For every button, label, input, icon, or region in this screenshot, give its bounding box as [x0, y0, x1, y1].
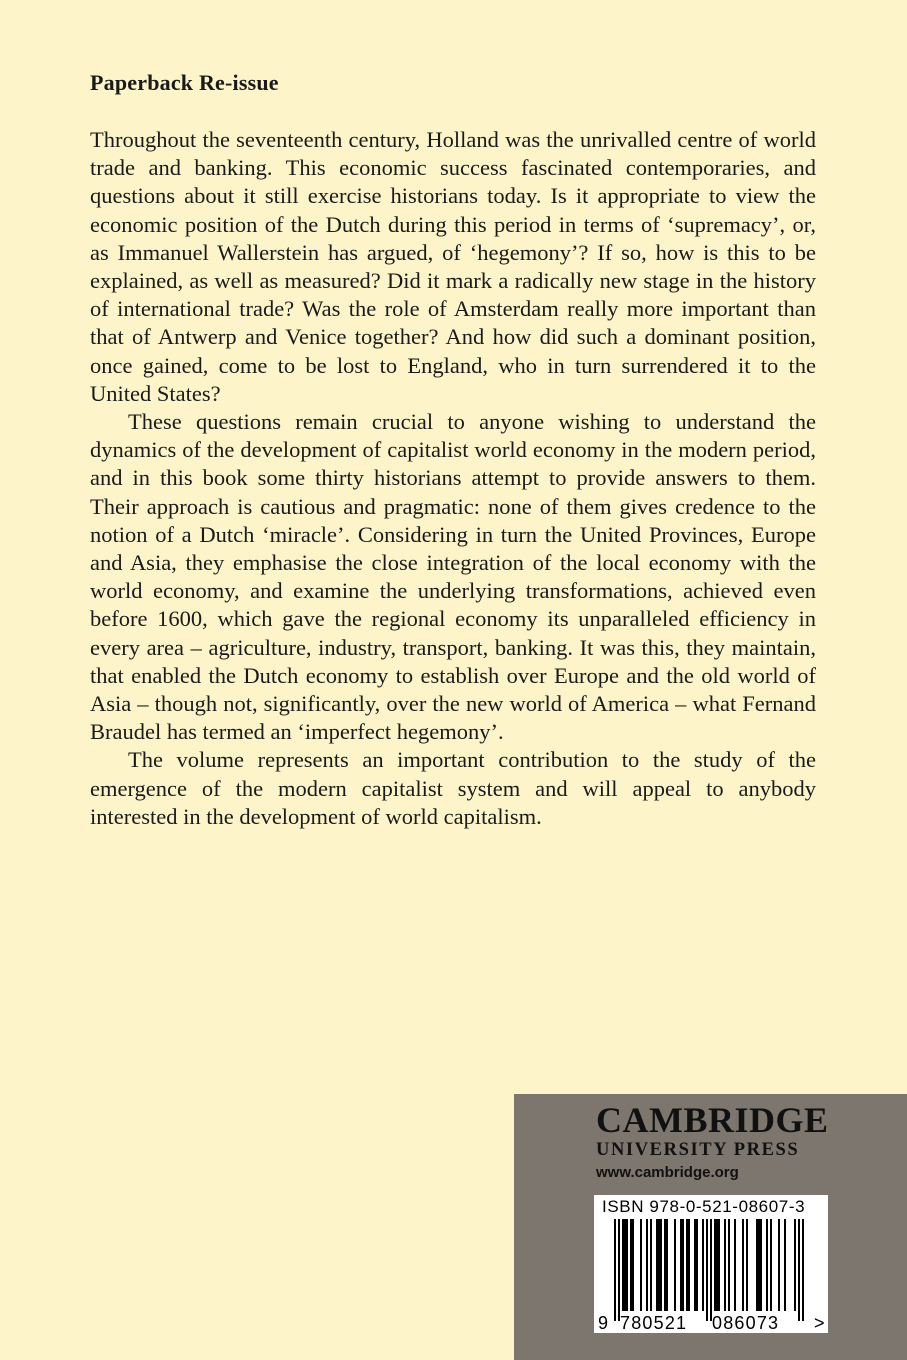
- blurb-paragraph: Throughout the seventeenth century, Holland was the unrivalled centre of world trade and banking. This economic success fascinated contemporaries, and questions about it still exercise historians today. Is it appropriate to view the economic position of the Dutch during this period in terms of ‘supremacy’, or, as Immanuel Wallerstein has argued, of ‘hegemony’? If so, how is this to be explained, as well as measured? Did it mark a radically new stage in the history of international trade? Was the role of Amsterdam really more important than that of Antwerp and Venice together? And how did such a dominant position, once gained, come to be lost to England, who in turn surrendered it to the United States?: [90, 127, 816, 406]
- blurb-paragraph: These questions remain crucial to anyone wishing to understand the dynamics of the development of capitalist world economy in the modern period, and in this book some thirty historians attempt to provide answers to them. Their approach is cautious and pragmatic: none of them gives credence to the notion of a Dutch ‘miracle’. Considering in turn the United Provinces, Europe and Asia, they emphasise the close integration of the local economy with the world economy, and examine the underlying transformations, achieved even before 1600, which gave the regional economy its unparalleled efficiency in every area – agriculture, industry, transport, banking. It was this, they maintain, that enabled the Dutch economy to establish over Europe and the old world of Asia – though not, significantly, over the new world of America – what Fernand Braudel has termed an ‘imperfect hegemony’.: [90, 409, 816, 745]
- isbn-label: ISBN 978-0-521-08607-3: [602, 1197, 806, 1216]
- barcode-guard-bar: [618, 1219, 620, 1321]
- barcode-bar: [696, 1219, 698, 1311]
- barcode-bar: [784, 1219, 786, 1311]
- barcode-right-digits: 086073: [712, 1313, 780, 1333]
- barcode-bar: [622, 1219, 624, 1311]
- barcode-bar: [694, 1219, 696, 1311]
- barcode-bar: [658, 1219, 660, 1311]
- barcode-first-digit: 9: [598, 1313, 610, 1333]
- barcode-bar: [742, 1219, 744, 1311]
- barcode-bar: [680, 1219, 682, 1311]
- publisher-name: CAMBRIDGE: [596, 1100, 829, 1140]
- barcode-bar: [728, 1219, 730, 1311]
- barcode-bar: [664, 1219, 666, 1311]
- blurb-text: [90, 126, 816, 831]
- section-heading: Paperback Re-issue: [90, 70, 279, 95]
- barcode-guard-bar: [614, 1219, 616, 1321]
- barcode-bar: [724, 1219, 726, 1311]
- barcode-bar: [718, 1219, 720, 1311]
- barcode-left-digits: 780521: [620, 1313, 688, 1333]
- barcode-bar: [632, 1219, 634, 1311]
- barcode-bar: [716, 1219, 718, 1311]
- barcode-guard-bar: [706, 1219, 708, 1321]
- publisher-panel: [514, 1094, 907, 1360]
- barcode-guard-bar: [802, 1219, 804, 1321]
- barcode-bar: [688, 1219, 690, 1311]
- publisher-url: www.cambridge.org: [596, 1164, 739, 1181]
- barcode-bar: [778, 1219, 780, 1311]
- barcode-bar: [624, 1219, 626, 1311]
- barcode-bar: [760, 1219, 762, 1311]
- barcode-bar: [630, 1219, 632, 1311]
- barcode-bar: [794, 1219, 796, 1311]
- barcode-bar: [674, 1219, 676, 1311]
- barcode-bar: [650, 1219, 652, 1311]
- barcode-bar: [714, 1219, 716, 1311]
- publisher-subtitle: UNIVERSITY PRESS: [596, 1140, 800, 1160]
- barcode-guard-bar: [710, 1219, 712, 1321]
- barcode-bar: [660, 1219, 662, 1311]
- barcode-bar: [758, 1219, 760, 1311]
- barcode-bar: [734, 1219, 736, 1311]
- barcode-bar: [656, 1219, 658, 1311]
- barcode: [594, 1195, 828, 1333]
- barcode-bar: [640, 1219, 642, 1311]
- barcode-guard-bar: [798, 1219, 800, 1321]
- blurb-paragraph: The volume represents an important contribution to the study of the emergence of the modern capitalist system and will appeal to anybody interested in the development of world capitalism.: [90, 747, 816, 829]
- barcode-bar: [646, 1219, 648, 1311]
- barcode-bar: [756, 1219, 758, 1311]
- barcode-bar: [746, 1219, 748, 1311]
- barcode-bar: [666, 1219, 668, 1311]
- barcode-bar: [626, 1219, 628, 1311]
- barcode-bar: [766, 1219, 768, 1311]
- barcode-arrow: >: [814, 1313, 826, 1333]
- barcode-bar: [770, 1219, 772, 1311]
- barcode-bar: [686, 1219, 688, 1311]
- barcode-bar: [702, 1219, 704, 1311]
- barcode-bar: [682, 1219, 684, 1311]
